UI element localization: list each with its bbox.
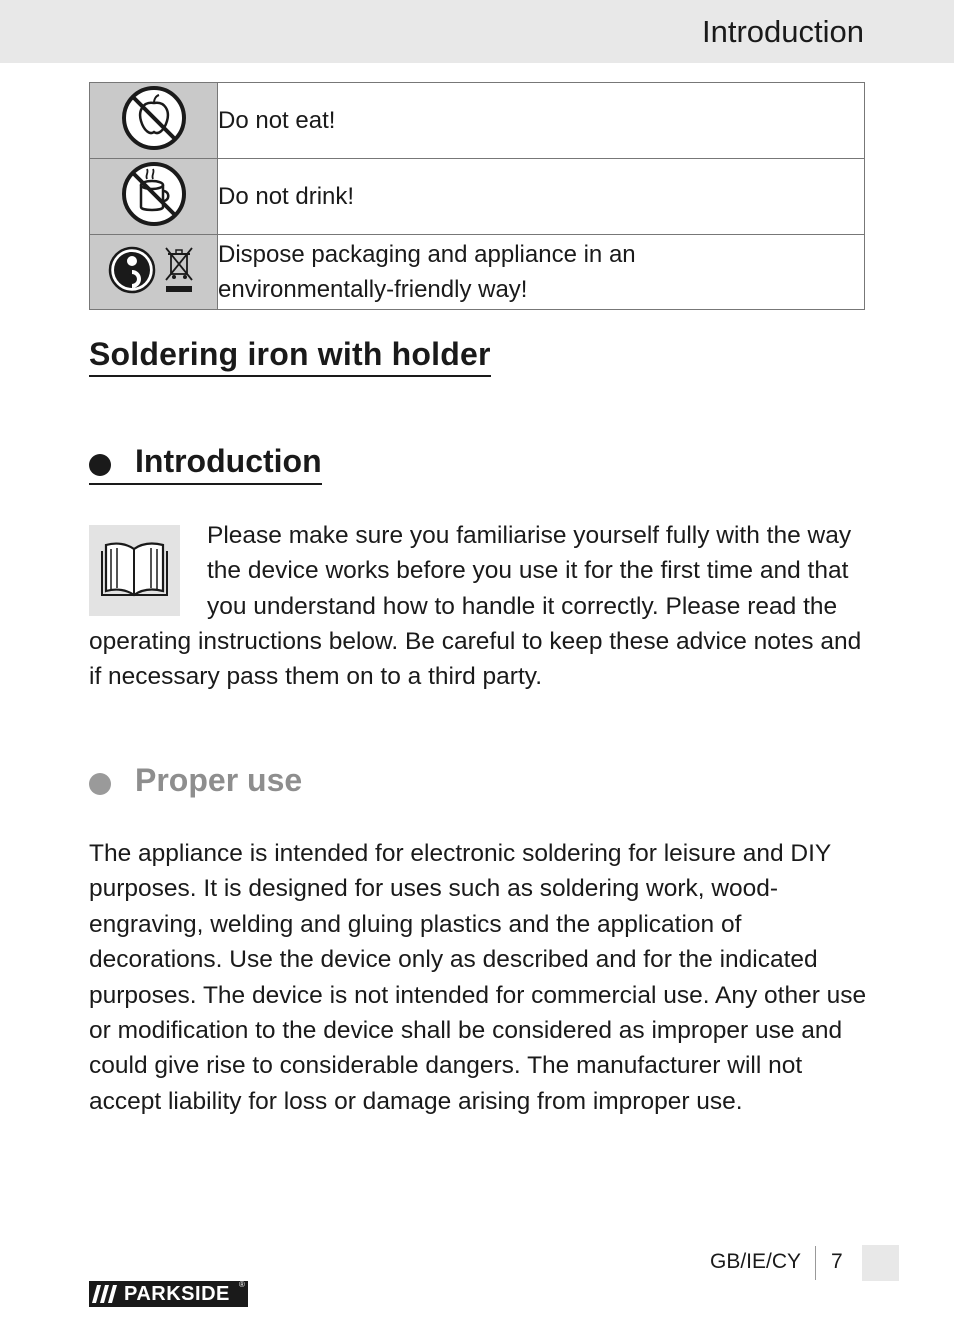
book-icon xyxy=(89,525,180,616)
green-dot-icon xyxy=(110,248,154,292)
introduction-rest-text: operating instructions below. Be careful to keep these advice notes and if necessary pass them on to a third party. xyxy=(89,628,862,691)
proper-use-heading-text: Proper use xyxy=(135,762,303,798)
symbol-text xyxy=(218,235,865,310)
no-drinking-icon xyxy=(119,159,189,229)
symbols-table xyxy=(89,82,865,310)
bullet-icon xyxy=(89,773,111,795)
footer-language-code: GB/IE/CY xyxy=(710,1250,802,1273)
introduction-heading-text: Introduction xyxy=(135,443,322,479)
logo-stripes-icon xyxy=(89,1281,123,1307)
footer-divider xyxy=(815,1246,816,1280)
symbol-text: Do not drink! xyxy=(218,159,865,235)
parkside-logo xyxy=(89,1281,248,1307)
proper-use-heading xyxy=(89,762,302,799)
footer-tab-marker xyxy=(862,1245,899,1281)
table-row xyxy=(90,159,865,235)
main-heading: Soldering iron with holder xyxy=(89,336,491,377)
symbol-text-line: Dispose packaging and appliance in an xyxy=(218,241,636,268)
symbol-text: Do not eat! xyxy=(218,83,865,159)
table-row xyxy=(90,235,865,310)
table-row xyxy=(90,83,865,159)
no-eating-icon xyxy=(119,83,189,153)
bullet-icon xyxy=(89,454,111,476)
symbol-text-line: environmentally-friendly way! xyxy=(218,276,528,303)
recycling-icons xyxy=(108,242,200,298)
icon-cell xyxy=(90,235,218,310)
book-icon-box xyxy=(89,525,180,616)
registered-mark: ® xyxy=(239,1280,245,1289)
brand-name: PARKSIDE xyxy=(124,1283,230,1305)
icon-cell xyxy=(90,83,218,159)
icon-cell xyxy=(90,159,218,235)
introduction-lead-text: Please make sure you familiarise yourself fully with the way the device works before you use it for the first time and that you understand how to handle it correctly. Please read the xyxy=(207,522,852,620)
page-header-title: Introduction xyxy=(702,14,864,49)
introduction-heading xyxy=(89,443,322,485)
proper-use-text: The appliance is intended for electronic soldering for leisure and DIY purposes. It is designed for uses such as soldering work, wood-engraving, welding and gluing plastics and the application of decorations. Use the device only as described and for the indicated purposes. The device is not intended for commercial use. Any other use or modification to the device shall be considered as improper use and could give rise to considerable dangers. The manufacturer will not accept liability for loss or damage arising from improper use. xyxy=(89,840,867,1115)
crossed-bin-icon xyxy=(166,248,192,292)
page-number: 7 xyxy=(831,1250,843,1273)
